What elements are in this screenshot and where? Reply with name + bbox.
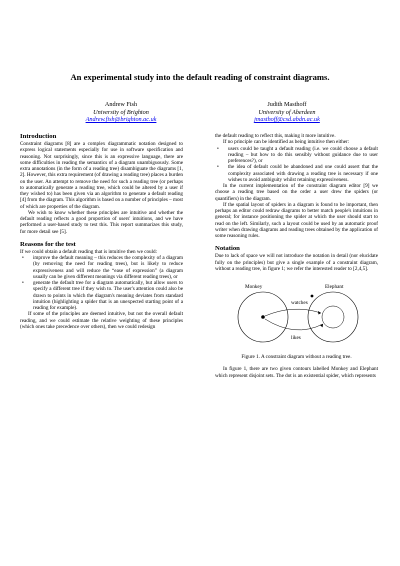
section-heading-introduction: Introduction — [20, 133, 57, 140]
paragraph: If we could obtain a default reading that is intuitive then we could: — [20, 248, 158, 255]
paragraph: Due to lack of space we will not introduce the notation in detail (nor elucidate fully on the principles) but give a single example of a constraint diagram, without a reading tree, in figure 1; we refer the interested reader to [2,4,5]. — [215, 253, 378, 272]
paragraph: the default reading to reflect this, making it more intuitive. — [215, 133, 336, 139]
list-item: • users could be taught a default reading (i.e. we could choose a default reading – but how to do this sensibly without guidance due to user preferences?), or — [215, 146, 378, 165]
bullet-list — [20, 255, 183, 311]
paragraph: If no principle can be identified as being intuitive then either: — [223, 139, 350, 146]
paragraph: If some of the principles are deemed intuitive, but not the overall default reading, and we could estimate the relative weighting of these principles (which ones take precedence over others), then we could redesign — [20, 311, 183, 330]
bullet-list — [215, 146, 378, 184]
author-email-link[interactable]: jmasthoff@csd.abdn.ac.uk — [254, 116, 320, 124]
monkey-label: Monkey — [245, 284, 263, 290]
author-email-link[interactable]: Andrew.fish@brighton.ac.uk — [85, 116, 157, 124]
list-item: • the idea of default could be abandoned and one could assert that the complexity associated with drawing a reading tree is necessary if one wishes to avoid ambiguity whilst retaining expressiveness. — [215, 164, 378, 183]
paragraph: In figure 1, there are two given contours labelled Monkey and Elephant which represent disjoint sets. The dot is an existential spider, which represents — [215, 366, 378, 379]
author-name: Andrew Fish — [104, 101, 138, 108]
watches-arrowhead — [318, 311, 321, 315]
list-item: • generate the default tree for a diagram automatically, but allow users to specify a different tree if they wish to. The user's attention could also be drawn to points in which the diagram's meaning deviates from standard intuition (highlighting a spider that is an unexpected starting point of a reading for example). — [20, 280, 183, 311]
author-name: Judith Masthoff — [267, 101, 307, 108]
section-heading-reasons: Reasons for the test — [20, 240, 76, 248]
paragraph: We wish to know whether these principles are intuitive and whether the default reading reflects a good proportion of users' intuitions, and we have performed a user-based study to test this. This report summarizes this study, for more detail see [5]. — [20, 209, 183, 235]
constraint-diagram-svg — [215, 272, 378, 352]
author-block-1 — [46, 101, 196, 124]
watches-arrow — [265, 309, 321, 316]
watches-label: watches — [291, 300, 308, 306]
elephant-label: Elephant — [325, 284, 344, 290]
list-item: • improve the default meaning – this reduces the complexity of a diagram (by removing the need for reading trees), but is likely to reduce expressiveness and will reduce the “ease of expression” (a diagram usually can be given different meanings via different reading trees), or — [20, 255, 183, 280]
paragraph: Constraint diagrams [8] are a complex diagrammatic notation designed to express logical statements especially for use in software specification and reasoning. Not surprisingly, since this is an expressive language, there are some difficulties in reading the semantics of a diagram unambiguously. Some extra annotations (in the form of a reading tree) disambiguate the diagrams [1, 2]. However, this extra requirement (of drawing a reading tree) places a burden on the user. An attempt to remove the need for such a reading tree (or perhaps to automatically generate a reading tree, which could be altered by a user if they wished to) has been given via an algorithm to generate a default reading [4] from the diagram. This algorithm is based on a number of principles – most of which are properties of the diagram. — [20, 141, 183, 210]
likes-arrow — [265, 319, 323, 330]
figure-caption: Figure 1. A constraint diagram without a reading tree. — [241, 354, 352, 360]
likes-label: likes — [291, 335, 301, 341]
elephant-contour — [308, 292, 358, 342]
paragraph: If the spatial layout of spiders in a diagram is found to be important, then perhaps an editor could redraw diagrams to better match people's intuitions in general; for instance positioning the spider at which the user should start to read on the left. Similarly, such a layout could be used by an automatic proof writer when drawing diagrams and reading trees obtained by the application of some reasoning rules. — [215, 201, 378, 239]
elephant-inner-region — [322, 306, 344, 328]
figure-constraint-diagram — [215, 272, 378, 352]
section-heading-notation: Notation — [215, 245, 240, 253]
author-block-2 — [212, 101, 362, 124]
likes-arrowhead — [320, 324, 323, 327]
paragraph: In the current implementation of the constraint diagram editor [9] we choose a reading tree based on the order a user drew the spiders (or quantifiers) in the diagram. — [215, 183, 378, 202]
left-column — [20, 133, 183, 330]
right-column — [215, 133, 378, 379]
author-affiliation: University of Brighton — [93, 108, 149, 116]
universal-spider-star — [311, 295, 314, 298]
existential-spider — [261, 315, 265, 319]
paper-title: An experimental study into the default reading of constraint diagrams. — [70, 72, 330, 82]
author-affiliation: University of Aberdeen — [258, 108, 316, 116]
